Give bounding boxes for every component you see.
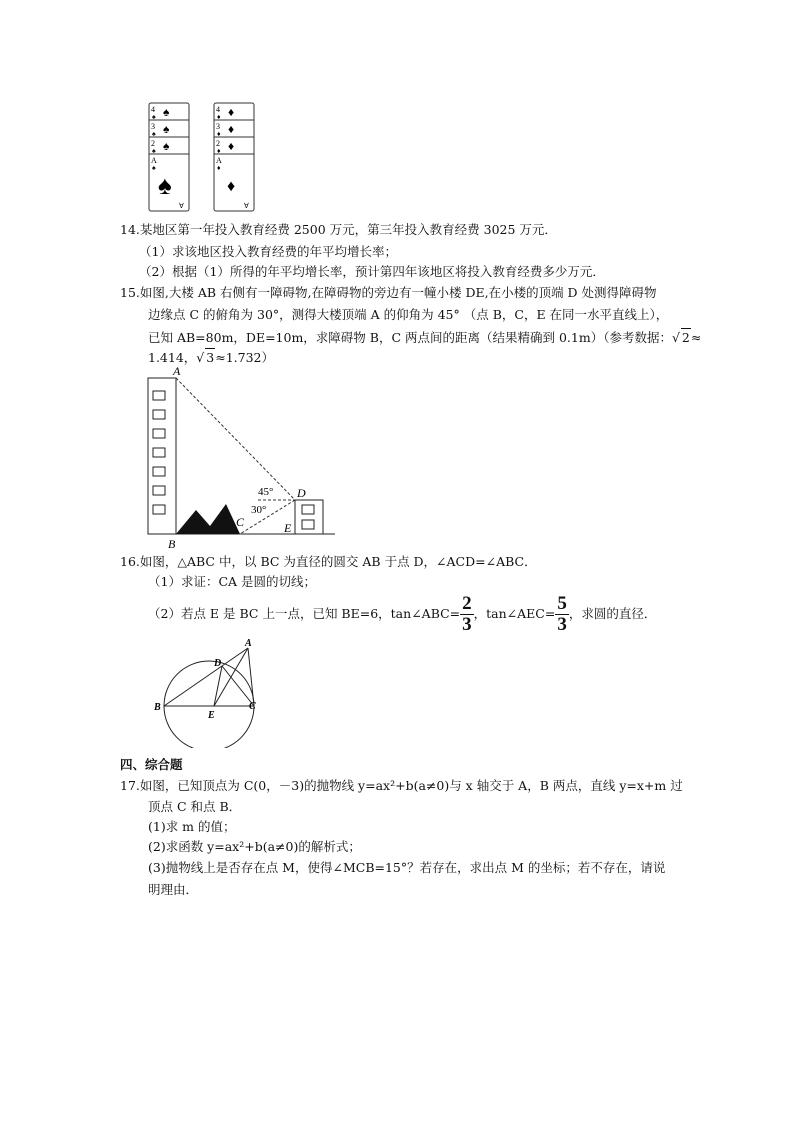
diamond-icon: ♦ xyxy=(217,130,221,138)
label-b: B xyxy=(154,702,161,713)
label-c: C xyxy=(249,701,256,712)
card-corner-mark: ∀ xyxy=(244,202,249,210)
label-d: D xyxy=(214,658,222,669)
card-label-2: 2 xyxy=(151,139,155,148)
spade-large-icon: ♠ xyxy=(158,171,172,200)
label-b: B xyxy=(168,537,176,550)
diamond-card-stack xyxy=(214,103,254,211)
question-17-line-1: 17.如图，已知顶点为 C(0，－3)的抛物线 y=ax²+b(a≠0)与 x 轴交于 A，B 两点，直线 y=x+m 过 xyxy=(120,778,683,793)
sqrt-symbol: √ xyxy=(196,350,205,365)
question-16-part-2-text-b: ，tan∠AEC= xyxy=(473,606,556,621)
spade-icon: ♠ xyxy=(152,130,156,138)
angle-30-label: 30° xyxy=(251,504,267,516)
question-16-part-2-text-c: ，求圆的直径． xyxy=(568,606,657,621)
spade-icon: ♠ xyxy=(152,113,156,121)
question-17-part-3-end: 明理由． xyxy=(148,882,199,897)
fraction-denominator: 3 xyxy=(557,614,567,635)
diamond-large-icon: ♦ xyxy=(227,178,236,195)
spade-icon: ♠ xyxy=(163,105,170,119)
angle-45-label: 45° xyxy=(258,486,274,498)
question-15-line-3 xyxy=(148,328,701,347)
question-16-stem: 16.如图，△ABC 中，以 BC 为直径的圆交 AB 于点 D，∠ACD=∠ABC． xyxy=(120,554,537,569)
label-c: C xyxy=(236,515,245,529)
fraction-numerator: 2 xyxy=(462,593,472,614)
diamond-icon: ♦ xyxy=(217,113,221,121)
circle xyxy=(164,661,254,748)
fraction-two-thirds xyxy=(460,594,474,635)
fraction-five-thirds xyxy=(555,594,569,635)
question-17-line-2: 顶点 C 和点 B． xyxy=(148,799,242,814)
question-16-part-2 xyxy=(148,592,656,636)
question-15-line-4-text: 1.414， xyxy=(148,350,197,365)
question-16-part-1: （1）求证：CA 是圆的切线； xyxy=(148,574,317,589)
question-16-part-2-text-a: （2）若点 E 是 BC 上一点，已知 BE=6，tan∠ABC= xyxy=(148,606,461,621)
question-17-part-2: (2)求函数 y=ax²+b(a≠0)的解析式； xyxy=(148,839,361,854)
obstacle-shape xyxy=(176,504,240,534)
question-15-line-3-text: 已知 AB=80m，DE=10m，求障碍物 B，C 两点间的距离（结果精确到 0.1m）（参考数据： xyxy=(148,330,672,345)
sqrt-3-radicand: 3 xyxy=(206,350,215,365)
card-label-4: 4 xyxy=(151,105,155,114)
diamond-icon: ♦ xyxy=(228,122,235,136)
diamond-icon: ♦ xyxy=(217,164,221,172)
sight-line-da xyxy=(176,378,295,500)
spade-icon: ♠ xyxy=(152,164,156,172)
segment-ba xyxy=(164,648,248,706)
label-e: E xyxy=(284,521,292,535)
question-14-part-2: （2）根据（1）所得的年平均增长率，预计第四年该地区将投入教育经费多少万元． xyxy=(139,264,605,279)
spade-card-stack xyxy=(149,103,189,211)
sqrt-symbol: √ xyxy=(671,330,680,345)
diamond-icon: ♦ xyxy=(217,147,221,155)
sqrt-2-radicand: 2 xyxy=(681,330,690,345)
question-15-line-4-end: ≈1.732） xyxy=(215,350,274,365)
card-label-4: 4 xyxy=(216,105,220,114)
circle-triangle-figure xyxy=(150,636,270,748)
approx-symbol: ≈ xyxy=(690,330,702,345)
question-17-part-3: (3)抛物线上是否存在点 M，使得∠MCB=15°？若存在，求出点 M 的坐标；若不存在，请说 xyxy=(148,860,666,875)
diamond-icon: ♦ xyxy=(228,105,235,119)
label-d: D xyxy=(297,486,306,500)
spade-icon: ♠ xyxy=(163,122,170,136)
diamond-icon: ♦ xyxy=(228,139,235,153)
fraction-numerator: 5 xyxy=(557,593,567,614)
question-14-stem: 14.某地区第一年投入教育经费 2500 万元，第三年投入教育经费 3025 万元． xyxy=(120,222,557,237)
card-corner-mark: ∀ xyxy=(179,202,184,210)
card-label-2: 2 xyxy=(216,139,220,148)
fraction-denominator: 3 xyxy=(462,614,472,635)
spade-icon: ♠ xyxy=(163,139,170,153)
question-14-part-1: （1）求该地区投入教育经费的年平均增长率； xyxy=(139,244,397,259)
card-label-a: A xyxy=(151,156,157,165)
building-obstacle-figure xyxy=(140,364,340,550)
label-e: E xyxy=(208,710,215,721)
card-label-a: A xyxy=(216,156,222,165)
section-4-title: 四、综合题 xyxy=(120,757,183,772)
label-a: A xyxy=(245,638,252,649)
card-label-3: 3 xyxy=(151,122,155,131)
card-label-3: 3 xyxy=(216,122,220,131)
segment-ac xyxy=(248,648,254,706)
question-15-line-1: 15.如图,大楼 AB 右侧有一障碍物,在障碍物的旁边有一幢小楼 DE,在小楼的顶端 D 处测得障碍物 xyxy=(120,285,657,300)
playing-cards-figure xyxy=(148,102,260,214)
spade-icon: ♠ xyxy=(152,147,156,155)
label-a: A xyxy=(173,364,181,378)
question-17-part-1: (1)求 m 的值； xyxy=(148,819,236,834)
question-15-line-2: 边缘点 C 的俯角为 30°，测得大楼顶端 A 的仰角为 45° （点 B，C，E 在同一水平直线上）， xyxy=(148,307,669,322)
